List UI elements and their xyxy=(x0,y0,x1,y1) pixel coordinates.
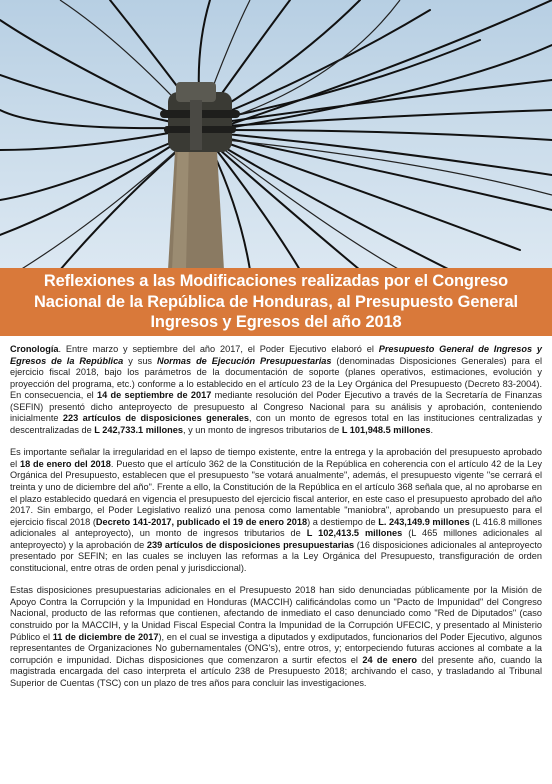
utility-pole-illustration xyxy=(0,0,552,270)
text-run: mediante resolución del Poder Ejecutivo a través de la Secretaría de Finanzas (SEFIN) presentó dicho anteproyecto de presupuesto al Congreso Nacional para su análisis y aprobación, conteniendo inicialmente xyxy=(10,390,542,424)
title-line-3: Ingresos y Egresos del año 2018 xyxy=(150,313,402,332)
text-run: . Entre marzo y septiembre del año 2017, el Poder Ejecutivo elaboró el xyxy=(58,344,379,354)
text-run: (16 disposiciones adicionales al anteproyecto presentado por SEFIN; en las cuales se incluyen las reformas a la Ley Orgánica del Presupuesto, transfiguración de orden constitucional, entre otras de orden penal y jurisdiccional). xyxy=(10,539,542,573)
emphasis: Decreto 141-2017, publicado el 19 de enero 2018 xyxy=(95,516,308,527)
paragraph-cronologia xyxy=(10,344,542,436)
paragraph-irregularidad xyxy=(10,447,542,574)
emphasis: L 101,948.5 millones xyxy=(341,424,431,435)
text-run: , y un monto de ingresos tributarios de xyxy=(182,424,342,435)
text-run: Estas disposiciones presupuestarias adicionales en el Presupuesto 2018 han sido denunciadas públicamente por la Misión de Apoyo Contra la Corrupción y la Impunidad en Honduras (MACCIH) calificándolas como un "Pacto de Impunidad" del Congreso Nacional, producto de las reformas que contienen, afectando de inmediato el caso denunciado como "Red de Diputados" (caso construido por la MACCIH, y la Unidad Fiscal Especial Contra la Impunidad de la Corrupción UFECIC, y presentado al Ministerio Público el xyxy=(10,585,542,642)
text-run: (L 465 millones adicionales al anteproyecto) y la aprobación de xyxy=(10,528,542,550)
emphasis: 24 de enero xyxy=(362,654,418,665)
lead-word: Cronología xyxy=(10,344,59,354)
text-run: , con un monto de egresos total en las instituciones centralizadas y descentralizadas de xyxy=(10,413,542,435)
text-run: Es importante señalar la irregularidad en el lapso de tiempo existente, entre la entrega y la aprobación del presupuesto aprobado el xyxy=(10,447,542,469)
text-run: ) a destiempo de xyxy=(307,516,379,527)
emphasis: L. 243,149.9 millones xyxy=(378,516,470,527)
emphasis: 11 de diciembre de 2017 xyxy=(52,631,159,642)
emphasis: Presupuesto General de Ingresos y Egresos de la República xyxy=(10,344,542,366)
text-run: . Puesto que el artículo 362 de la Constitución de la República en coherencia con el artículo 42 de la Ley Orgánica del Presupuesto, establecen que el presupuesto "se votará anualmente", además, el presupuesto vigente "se cerrará el treinta y uno de diciembre del año". Frente a ello, la Constitución de la República en el artículo 368 señala que, al no aprobarse en el plazo establecido quedará en vigencia el presupuesto del ejercicio fiscal anterior, en este caso el presupuesto aprobado del año 2017. Sin embargo, el Poder Legislativo realizó una penosa como lamentable "maniobra", aprobando un presupuesto para el ejercicio fiscal 2018 ( xyxy=(10,458,542,527)
emphasis: 239 artículos de disposiciones presupuestarias xyxy=(146,539,355,550)
header-photo xyxy=(0,0,552,270)
title-line-1: Reflexiones a las Modificaciones realizadas por el Congreso xyxy=(43,272,509,291)
article-body xyxy=(10,344,542,700)
emphasis: L 242,733.1 millones xyxy=(94,424,183,435)
text-run: (denominadas Disposiciones Generales) para el ejercicio fiscal 2018, bajo los parámetros de la documentación de soporte (planes operativos, estimaciones, evolución y proyección del programa, etc.) conforme a lo establecido en el artículo 23 de la Ley Orgánica del Presupuesto (Decreto 83-2004). En consecuencia, el xyxy=(10,355,542,401)
text-run: y sus xyxy=(123,355,157,366)
article-title xyxy=(34,271,518,333)
emphasis: L 102,413.5 millones xyxy=(306,528,403,539)
emphasis: 18 de enero del 2018 xyxy=(19,458,111,469)
emphasis: 14 de septiembre de 2017 xyxy=(97,390,212,401)
text-run: (L 416.8 millones adicionales al anteproyecto), un monto de ingresos tributarios de xyxy=(10,516,543,539)
text-run: . xyxy=(430,424,434,435)
text-run: del presente año, cuando la magistrada encargada del caso interpreta el artículo 238 de Presupuesto 2018; archivando el caso, y trasladando al Tribunal Superior de Cuentas (TSC) con un plazo de tres años para concluir las investigaciones. xyxy=(10,654,542,688)
title-line-2: Nacional de la República de Honduras, al Presupuesto General xyxy=(33,292,519,311)
text-run: ), en el cual se investiga a diputados y exdiputados, funcionarios del Poder Ejecutivo, algunos representantes de Organizaciones No gubernamentales (ONG's), entre otros, y; entorpeciendo futuras acciones al combate a la corrupción e impunidad. Dichas disposiciones que comenzaron a surtir efectos el xyxy=(10,631,542,665)
emphasis: 223 artículos de disposiciones generales xyxy=(62,413,250,424)
emphasis: Normas de Ejecución Presupuestarias xyxy=(156,355,332,366)
title-banner xyxy=(0,268,552,336)
paragraph-maccih xyxy=(10,585,542,689)
